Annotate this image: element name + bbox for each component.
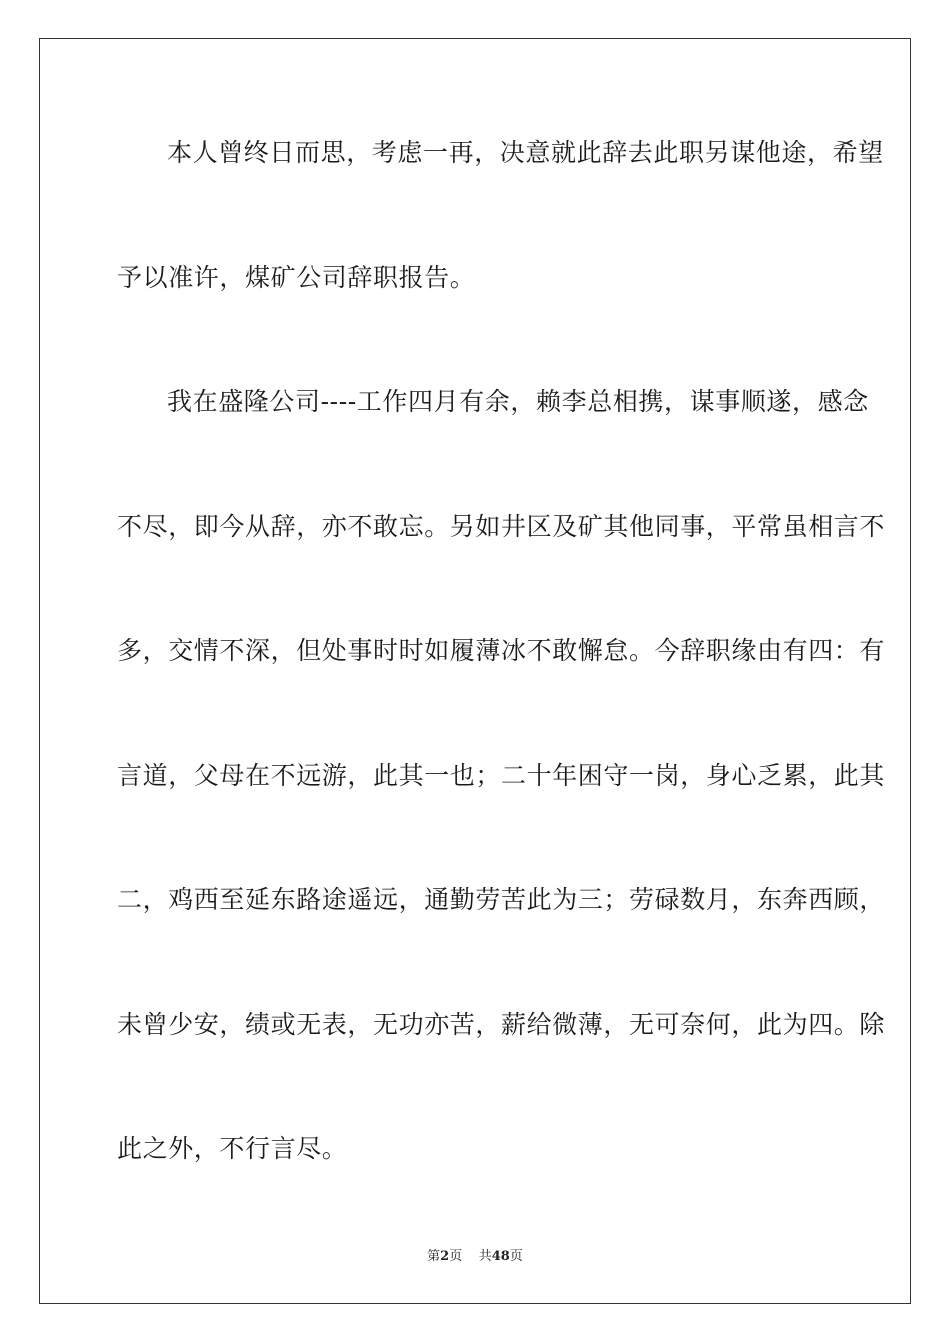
total-suffix: 页 — [509, 1249, 523, 1264]
paragraph-2-line-7: 此之外，不行言尽。 — [117, 1134, 348, 1163]
paragraph-1-line-1: 本人曾终日而思，考虑一再，决意就此辞去此职另谋他途，希望 — [167, 138, 884, 167]
paragraph-2-line-5: 二，鸡西至延东路途遥远，通勤劳苦此为三；劳碌数月，东奔西顾， — [117, 885, 886, 914]
page-number: 2 — [440, 1249, 450, 1264]
paragraph-1-line-2: 予以准许，煤矿公司辞职报告。 — [117, 263, 476, 292]
page-border — [39, 38, 911, 1304]
page-prefix: 第 — [427, 1249, 441, 1264]
paragraph-2-line-1: 我在盛隆公司----工作四月有余，赖李总相携，谋事顺遂，感念 — [167, 387, 869, 416]
page-suffix: 页 — [449, 1249, 463, 1264]
paragraph-2-line-2: 不尽，即今从辞，亦不敢忘。另如井区及矿其他同事，平常虽相言不 — [117, 512, 886, 541]
paragraph-2-line-6: 未曾少安，绩或无表，无功亦苦，薪给微薄，无可奈何，此为四。除 — [117, 1010, 886, 1039]
total-prefix: 共 — [478, 1249, 492, 1264]
page-footer — [0, 1248, 950, 1266]
paragraph-2-line-3: 多，交情不深，但处事时时如履薄冰不敢懈怠。今辞职缘由有四：有 — [117, 636, 886, 665]
total-pages: 48 — [491, 1249, 510, 1264]
paragraph-2-line-4: 言道，父母在不远游，此其一也；二十年困守一岗，身心乏累，此其 — [117, 761, 886, 790]
